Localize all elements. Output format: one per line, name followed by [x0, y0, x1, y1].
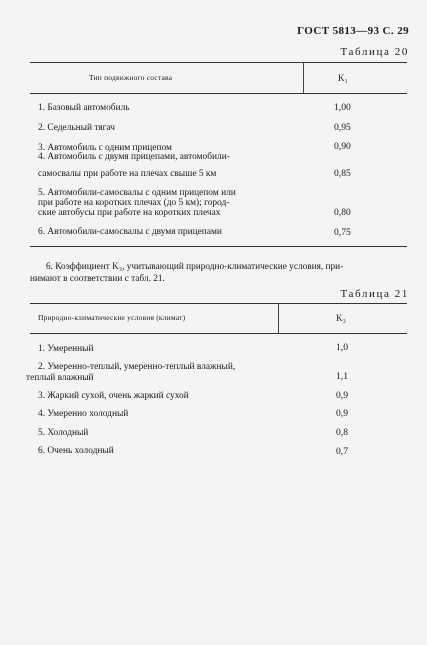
table-row-value: 0,7: [336, 446, 348, 457]
table-row: 6. Очень холодный: [38, 446, 114, 456]
table-21-top-rule: [30, 303, 407, 304]
table-21-column-divider: [278, 303, 279, 333]
table-row: 3. Автомобиль с одним прицепом: [38, 143, 172, 153]
table-row-value: 1,00: [334, 102, 351, 113]
table-row-value: 1,0: [336, 342, 348, 353]
table-21-caption: Таблица 21: [340, 288, 409, 300]
table-row-continuation: ские автобусы при работе на коротких плечах: [38, 208, 221, 218]
table-row: 1. Умеренный: [38, 344, 94, 354]
table-row-continuation: при работе на коротких плечах (до 5 км); город-: [38, 198, 230, 208]
table-20-header-rule: [30, 93, 407, 94]
table-row-value: 0,9: [336, 390, 348, 401]
table-row-value: 0,9: [336, 408, 348, 419]
table-20-top-rule: [30, 62, 407, 63]
table-row-continuation: самосвалы при работе на плечах свыше 5 км: [38, 169, 217, 179]
table-row: 4. Автомобиль с двумя прицепами, автомобили-: [38, 152, 230, 162]
paragraph-line: нимают в соответствии с табл. 21.: [30, 274, 165, 284]
table-row: 2. Умеренно-теплый, умеренно-теплый влажный,: [38, 362, 236, 372]
page-header: ГОСТ 5813—93 С. 29: [297, 25, 409, 37]
table-row-value: 0,95: [334, 122, 351, 133]
table-row-value: 0,75: [334, 227, 351, 238]
table-row-value: 0,90: [334, 141, 351, 152]
table-21-col1-header: Природно-климатические условия (климат): [38, 313, 186, 322]
table-row: 1. Базовый автомобиль: [38, 103, 130, 113]
table-row: 6. Автомобили-самосвалы с двумя прицепами: [38, 227, 222, 237]
table-row-value: 0,8: [336, 427, 348, 438]
table-20-col1-header: Тип подвижного состава: [89, 73, 173, 82]
table-21-col2-header: K₃: [336, 313, 347, 323]
paragraph-line: 6. Коэффициент K₃, учитывающий природно-климатические условия, при-: [46, 262, 344, 272]
table-row: 4. Умеренно холодный: [38, 409, 129, 419]
table-row-value: 0,80: [334, 207, 351, 218]
table-row: 5. Автомобили-самосвалы с одним прицепом или: [38, 188, 236, 198]
table-row: 2. Седельный тягач: [38, 123, 115, 133]
table-row-continuation: теплый влажный: [26, 373, 94, 383]
table-20-bottom-rule: [30, 246, 407, 247]
table-21-header-rule: [30, 333, 407, 334]
table-20-caption: Таблица 20: [340, 46, 409, 58]
table-row-value: 1,1: [336, 371, 348, 382]
table-row-value: 0,85: [334, 168, 351, 179]
table-20-col2-header: K₁: [338, 73, 349, 83]
table-row: 5. Холодный: [38, 428, 89, 438]
table-20-column-divider: [303, 62, 304, 93]
table-row: 3. Жаркий сухой, очень жаркий сухой: [38, 391, 189, 401]
